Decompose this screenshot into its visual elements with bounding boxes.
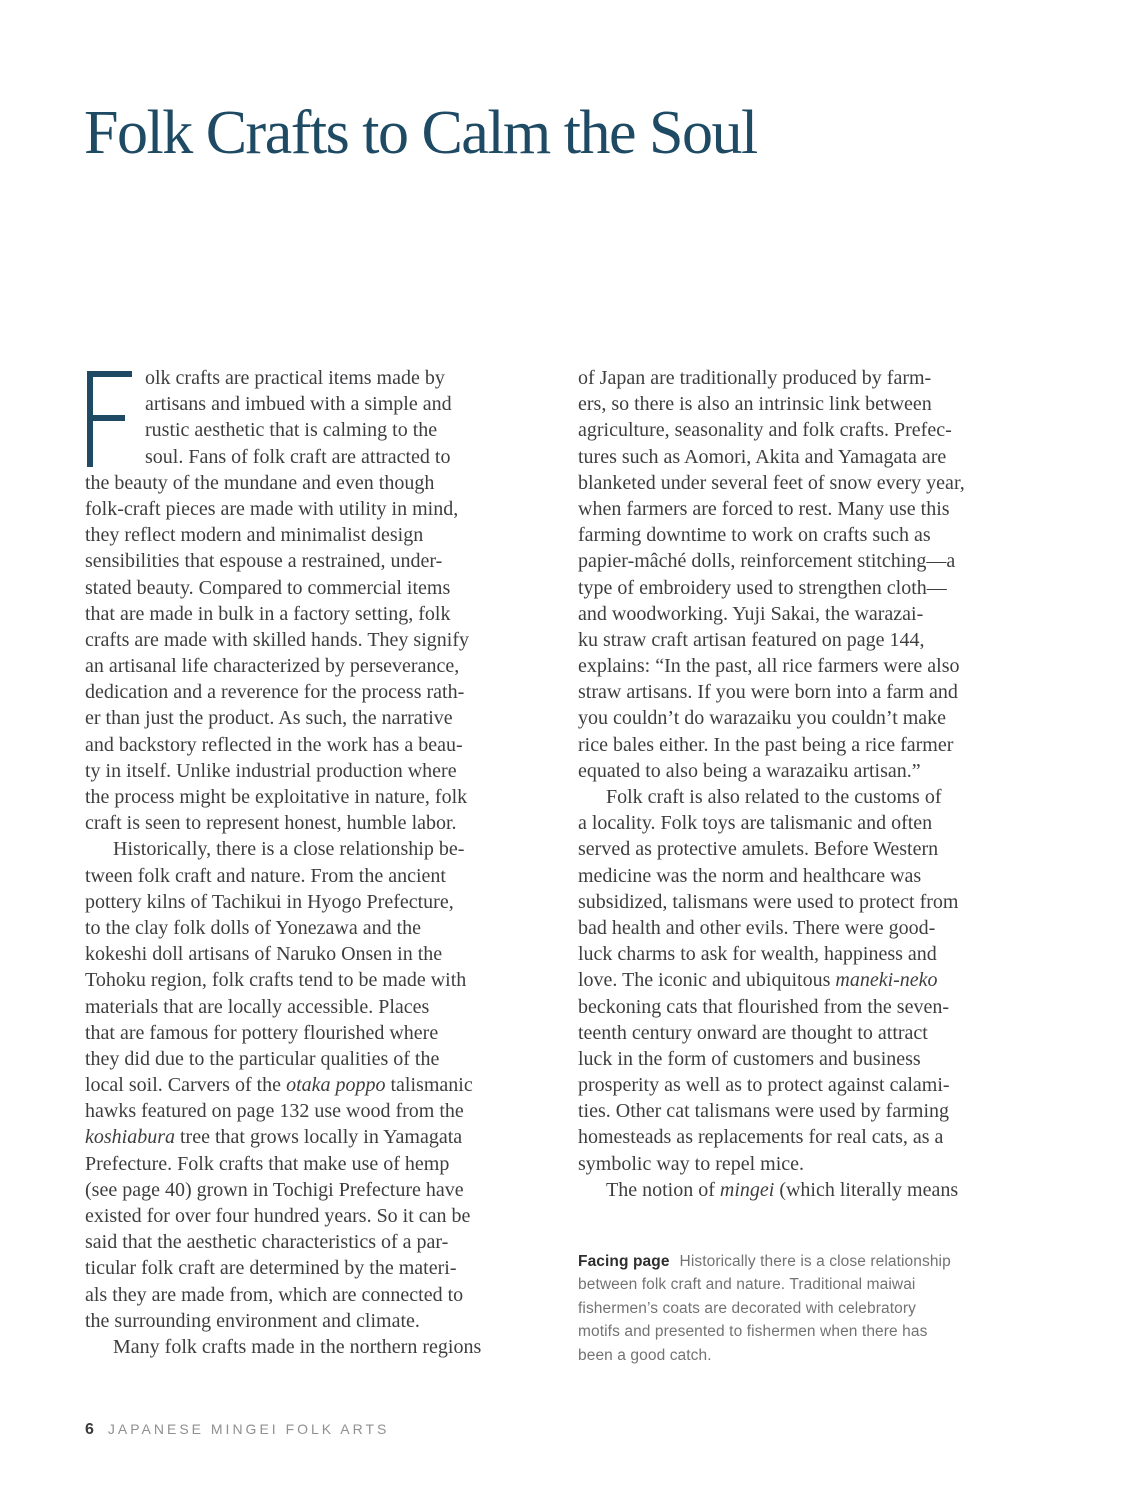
text-line: Tohoku region, folk crafts tend to be made with xyxy=(85,969,467,992)
caption-label: Facing page xyxy=(578,1253,670,1270)
text-columns xyxy=(85,365,1018,1367)
text-line: they reflect modern and minimalist design xyxy=(85,524,424,547)
text-line: beckoning cats that flourished from the seven- xyxy=(578,995,949,1018)
text-line: folk-craft pieces are made with utility in mind, xyxy=(85,497,459,520)
page-number: 6 xyxy=(85,1421,94,1438)
text-line: and woodworking. Yuji Sakai, the warazai- xyxy=(578,602,924,625)
text-line: Folk craft is also related to the customs of xyxy=(606,786,942,808)
text-line: ticular folk craft are determined by the materi- xyxy=(85,1257,457,1280)
text-line: luck in the form of customers and business xyxy=(578,1047,921,1070)
text-line: a locality. Folk toys are talismanic and often xyxy=(578,812,933,835)
text-line: type of embroidery used to strengthen cloth— xyxy=(578,576,947,599)
text-line: blanketed under several feet of snow every year, xyxy=(578,471,965,494)
paragraph xyxy=(85,1334,525,1360)
text-line: an artisanal life characterized by perseverance, xyxy=(85,655,460,678)
page-title: Folk Crafts to Calm the Soul xyxy=(84,99,757,167)
text-line: craft is seen to represent honest, humble labor. xyxy=(85,812,457,835)
text-line: (see page 40) grown in Tochigi Prefecture have xyxy=(85,1178,464,1201)
text-line: koshiabura tree that grows locally in Yamagata xyxy=(85,1126,463,1149)
paragraph xyxy=(578,1177,1018,1203)
text-line: olk crafts are practical items made by xyxy=(145,367,445,389)
text-line: hawks featured on page 132 use wood from the xyxy=(85,1100,464,1123)
text-line: dedication and a reverence for the process rath- xyxy=(85,681,465,704)
text-line: Prefecture. Folk crafts that make use of hemp xyxy=(85,1152,450,1175)
facing-page-caption xyxy=(578,1250,1018,1367)
text-line: local soil. Carvers of the otaka poppo talismanic xyxy=(85,1074,473,1097)
text-line: when farmers are forced to rest. Many use this xyxy=(578,497,950,520)
caption-line: between folk craft and nature. Traditional maiwai xyxy=(578,1276,916,1294)
text-line: materials that are locally accessible. Places xyxy=(85,995,430,1018)
text-line: papier-mâché dolls, reinforcement stitching—a xyxy=(578,550,956,573)
text-line: the surrounding environment and climate. xyxy=(85,1309,420,1332)
text-line: als they are made from, which are connected to xyxy=(85,1283,464,1306)
text-line: that are made in bulk in a factory setting, folk xyxy=(85,602,451,625)
text-line: symbolic way to repel mice. xyxy=(578,1152,805,1175)
text-line: kokeshi doll artisans of Naruko Onsen in the xyxy=(85,943,443,966)
paragraph xyxy=(578,365,1018,784)
right-column xyxy=(578,365,1018,1367)
text-line: teenth century onward are thought to attract xyxy=(578,1021,928,1044)
text-line: pottery kilns of Tachikui in Hyogo Prefecture, xyxy=(85,890,454,913)
caption-line: motifs and presented to fishermen when there has xyxy=(578,1323,928,1341)
text-line: and backstory reflected in the work has a beau- xyxy=(85,733,463,756)
text-line: farming downtime to work on crafts such as xyxy=(578,524,931,547)
text-line: Many folk crafts made in the northern regions xyxy=(113,1335,482,1358)
text-line: medicine was the norm and healthcare was xyxy=(578,864,922,887)
paragraph xyxy=(578,784,1018,1177)
text-line: er than just the product. As such, the narrative xyxy=(85,707,453,730)
page-footer xyxy=(85,1421,389,1439)
text-line: The notion of mingei (which literally means xyxy=(606,1178,959,1201)
text-line: homesteads as replacements for real cats, as a xyxy=(578,1126,944,1149)
drop-cap-f xyxy=(87,371,137,467)
text-line: they did due to the particular qualities of the xyxy=(85,1047,440,1070)
text-line: Historically, there is a close relationship be- xyxy=(113,838,465,861)
text-line: prosperity as well as to protect against calami- xyxy=(578,1074,950,1097)
book-title: JAPANESE MINGEI FOLK ARTS xyxy=(107,1421,390,1437)
text-line: to the clay folk dolls of Yonezawa and the xyxy=(85,916,422,939)
text-line: equated to also being a warazaiku artisan.” xyxy=(578,759,921,782)
text-line: rice bales either. In the past being a rice farmer xyxy=(578,733,954,756)
text-line: the beauty of the mundane and even though xyxy=(85,471,435,494)
text-line: ty in itself. Unlike industrial production where xyxy=(85,759,457,782)
text-line: sensibilities that espouse a restrained, under- xyxy=(85,550,443,573)
text-line: tween folk craft and nature. From the ancient xyxy=(85,864,446,887)
text-line: of Japan are traditionally produced by farm- xyxy=(578,367,932,389)
text-line: existed for over four hundred years. So it can be xyxy=(85,1205,471,1227)
left-column xyxy=(85,365,525,1367)
caption-line: been a good catch. xyxy=(578,1346,712,1364)
text-line: rustic aesthetic that is calming to the xyxy=(145,419,438,442)
text-line: subsidized, talismans were used to protect from xyxy=(578,890,959,913)
text-line: ties. Other cat talismans were used by farming xyxy=(578,1100,949,1123)
text-line: you couldn’t do warazaiku you couldn’t make xyxy=(578,707,947,730)
text-line: soul. Fans of folk craft are attracted to xyxy=(145,445,451,468)
text-line: that are famous for pottery flourished where xyxy=(85,1021,439,1044)
text-line: ku straw craft artisan featured on page 144, xyxy=(578,628,925,651)
paragraph xyxy=(85,365,525,836)
text-line: straw artisans. If you were born into a farm and xyxy=(578,681,958,704)
text-line: stated beauty. Compared to commercial items xyxy=(85,576,451,599)
text-line: crafts are made with skilled hands. They signify xyxy=(85,628,469,651)
caption-line: Facing page Historically there is a close relationship xyxy=(578,1253,951,1270)
text-line: agriculture, seasonality and folk crafts. Prefec- xyxy=(578,419,952,442)
text-line: explains: “In the past, all rice farmers were also xyxy=(578,655,960,678)
text-line: luck charms to ask for wealth, happiness and xyxy=(578,943,937,966)
text-line: the process might be exploitative in nature, folk xyxy=(85,786,468,808)
text-line: love. The iconic and ubiquitous maneki-neko xyxy=(578,969,938,992)
text-line: said that the aesthetic characteristics of a par- xyxy=(85,1231,449,1254)
text-line: artisans and imbued with a simple and xyxy=(145,393,452,416)
paragraph xyxy=(85,836,525,1334)
text-line: tures such as Aomori, Akita and Yamagata are xyxy=(578,445,947,468)
text-line: ers, so there is also an intrinsic link between xyxy=(578,393,932,416)
text-line: bad health and other evils. There were good- xyxy=(578,916,936,939)
text-line: served as protective amulets. Before Western xyxy=(578,838,939,861)
caption-line: fishermen’s coats are decorated with celebratory xyxy=(578,1299,916,1317)
